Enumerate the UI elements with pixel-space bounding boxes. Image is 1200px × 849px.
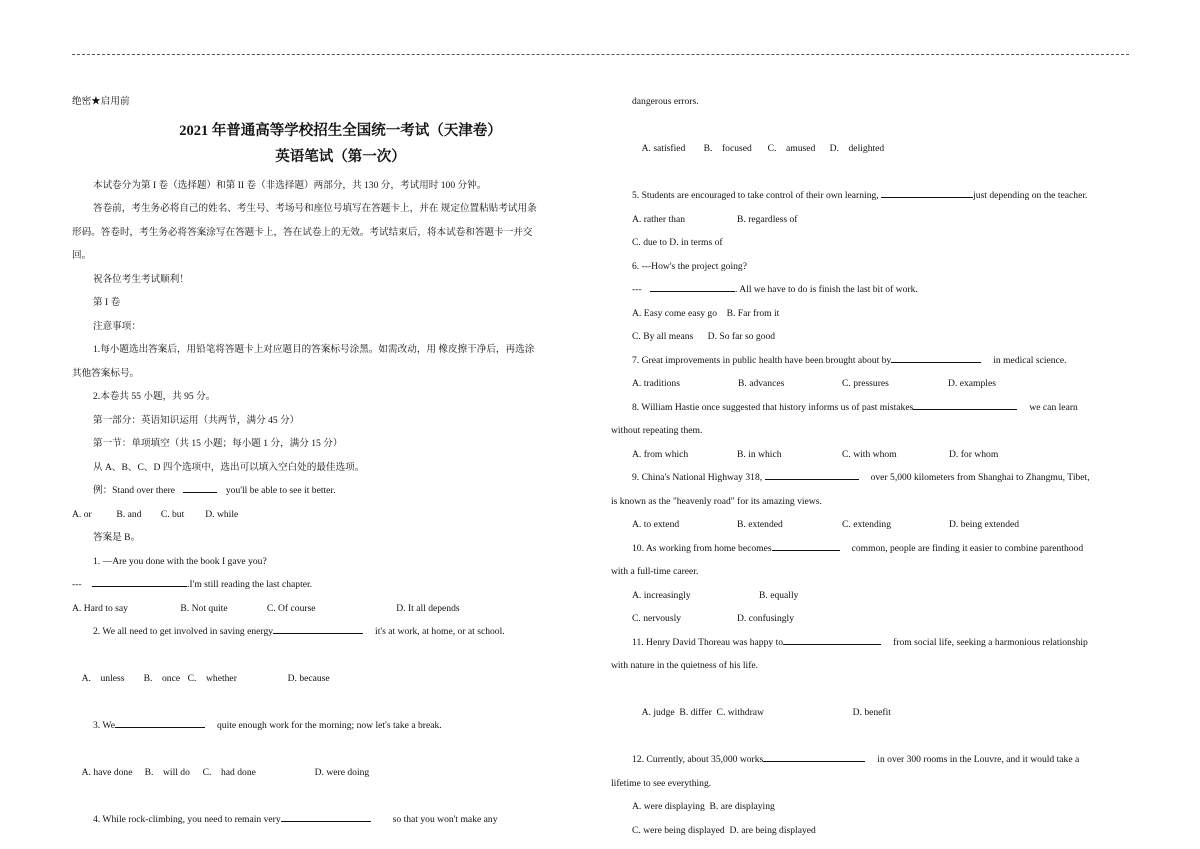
example-options (72, 503, 588, 527)
option: C. pressures (842, 378, 889, 389)
question-stem: 1. —Are you done with the book I gave you? (93, 555, 267, 567)
intro-line: 形码。答卷时，考生务必将答案涂写在答题卡上，答在试卷上的无效。考试结束后，将本试卷和答题卡一并交 (72, 226, 533, 238)
intro-line: 注意事项： (93, 320, 141, 332)
option: A. to extend (632, 519, 680, 530)
intro-line: 1.每小题选出答案后，用铅笔将答题卡上对应题目的答案标号涂黑。如需改动，用 橡皮擦干净后，再选涂 (93, 344, 535, 355)
question-options: C. were being displayed D. are being displayed (632, 824, 816, 836)
option: C. Of course (266, 602, 316, 614)
question-options: A. Easy come easy go B. Far from it (632, 307, 780, 319)
option: A. traditions (632, 378, 680, 389)
question-reply: --- . All we have to do is finish the last bit of work. (632, 284, 918, 295)
option: B. extended (737, 519, 783, 530)
answer-blank (891, 353, 981, 363)
top-dashed-rule (72, 54, 1129, 55)
option: D. benefit (852, 707, 891, 718)
option: B. once (143, 673, 181, 684)
question-options: C. By all means D. So far so good (632, 331, 776, 342)
example-stem-a: 例：Stand over there (93, 485, 176, 496)
option: D. It all depends (396, 602, 460, 614)
answer-blank (763, 752, 865, 762)
option: C. nervously (632, 613, 682, 624)
question-options (611, 584, 1131, 608)
option: C. with whom (842, 448, 897, 460)
question-options (611, 208, 1131, 232)
intro-line: 答卷前，考生务必将自己的姓名、考生号、考场号和座位号填写在答题卡上，并在 规定位置粘贴考试用条 (93, 203, 537, 214)
question-stem: 9. China's National Highway 318, over 5,000 kilometers from Shanghai to Zhangmu, Tibet, (632, 472, 1090, 483)
question-options (611, 678, 1131, 749)
option: D. confusingly (737, 613, 795, 624)
question-stem: 10. As working from home becomes common, people are finding it easier to combine parenthood (632, 542, 1084, 554)
option: A. satisfied (641, 143, 686, 154)
option: B. equally (759, 589, 799, 601)
option: D. because (287, 673, 330, 684)
answer-blank (281, 812, 371, 822)
option: A. or (72, 508, 92, 520)
exam-subtitle: 英语笔试（第一次） (275, 148, 406, 165)
answer-blank (783, 635, 881, 645)
question-options: C. due to D. in terms of (632, 237, 723, 248)
intro-line: 第 I 卷 (93, 297, 121, 308)
question-stem: 2. We all need to get involved in saving energy it's at work, at home, or at school. (93, 626, 505, 637)
answer-blank (881, 188, 973, 198)
option: B. focused (703, 143, 752, 154)
question-options (611, 372, 1131, 396)
left-column (72, 90, 588, 832)
option: B. will do (144, 767, 190, 778)
question-reply: --- .I'm still reading the last chapter. (72, 579, 313, 590)
question-continuation: with a full-time career. (611, 566, 699, 577)
question-stem: 11. Henry David Thoreau was happy to from social life, seeking a harmonious relationship (632, 636, 1088, 648)
question-stem: 12. Currently, about 35,000 works in over 300 rooms in the Louvre, and it would take a (632, 754, 1080, 765)
question-options: A. were displaying B. are displaying (632, 801, 775, 812)
option: A. have done (81, 767, 133, 778)
answer-blank (92, 577, 187, 587)
option: D. being extended (949, 519, 1020, 530)
intro-line: 本试卷分为第 I 卷（选择题）和第 II 卷（非选择题）两部分，共 130 分，考试用时 100 分钟。 (93, 179, 487, 191)
question-options (72, 738, 588, 809)
option: C. but (160, 508, 185, 520)
intro-line: 2.本卷共 55 小题，共 95 分。 (93, 391, 216, 402)
intro-line: 回。 (72, 250, 92, 261)
answer-blank (183, 483, 217, 493)
example-answer: 答案是 B。 (93, 532, 141, 543)
option: D. for whom (949, 448, 999, 460)
option: D. delighted (829, 143, 885, 154)
question-continuation: with nature in the quietness of his life. (611, 660, 759, 671)
option: C. had done (202, 767, 256, 778)
answer-blank (650, 282, 735, 292)
option: D. while (205, 508, 239, 520)
option: B. and (116, 508, 142, 520)
secret-label: 绝密★启用前 (72, 96, 130, 107)
option: A. rather than (632, 213, 686, 225)
question-continuation: without repeating them. (611, 425, 703, 436)
answer-blank (772, 541, 840, 551)
question-options (611, 513, 1131, 537)
answer-blank (273, 624, 363, 634)
question-stem: 5. Students are encouraged to take control of their own learning, just depending on the teacher. (632, 190, 1088, 201)
intro-line: 祝各位考生考试顺利！ (93, 273, 189, 285)
option: B. in which (737, 448, 782, 460)
option: A. Hard to say (72, 602, 128, 614)
example-stem-b: you'll be able to see it better. (225, 485, 336, 496)
question-options (611, 443, 1131, 467)
question-stem: 8. William Hastie once suggested that history informs us of past mistakes we can learn (632, 401, 1078, 413)
option: B. advances (738, 378, 785, 389)
intro-line: 从 A、B、C、D 四个选项中，选出可以填入空白处的最佳选项。 (93, 461, 365, 473)
right-column (611, 90, 1131, 842)
question-options (611, 607, 1131, 631)
option: B. Not quite (180, 602, 228, 614)
answer-blank (115, 718, 205, 728)
question-stem: 7. Great improvements in public health have been brought about by in medical science. (632, 354, 1067, 366)
option: C. extending (842, 519, 892, 530)
question-options (72, 644, 588, 715)
option: D. were doing (314, 767, 370, 778)
intro-line: 第一部分：英语知识运用（共两节，满分 45 分） (93, 414, 300, 426)
exam-title: 2021 年普通高等学校招生全国统一考试（天津卷） (179, 122, 502, 139)
option: A. from which (632, 448, 689, 460)
example-stem (93, 479, 588, 503)
question-stem: 3. We quite enough work for the morning; now let's take a break. (93, 720, 442, 731)
option: C. amused (767, 143, 816, 154)
option: D. examples (948, 378, 996, 389)
question-options (72, 597, 588, 621)
question-options (611, 114, 1131, 185)
question-continuation: dangerous errors. (632, 96, 699, 107)
option: A. unless (81, 673, 125, 684)
question-stem: 6. ---How's the project going? (632, 260, 747, 272)
intro-line: 第一节：单项填空（共 15 小题；每小题 1 分，满分 15 分） (93, 438, 343, 449)
option: B. regardless of (737, 213, 798, 225)
option: A. judge B. differ C. withdraw (641, 707, 764, 718)
answer-blank (913, 400, 1017, 410)
option: C. whether (187, 673, 237, 684)
intro-line: 其他答案标号。 (72, 367, 140, 379)
option: A. increasingly (632, 589, 691, 601)
question-continuation: lifetime to see everything. (611, 777, 712, 789)
question-continuation: is known as the "heavenly road" for its amazing views. (611, 495, 822, 507)
answer-blank (765, 470, 859, 480)
question-stem: 4. While rock-climbing, you need to remain very so that you won't make any (93, 814, 498, 825)
